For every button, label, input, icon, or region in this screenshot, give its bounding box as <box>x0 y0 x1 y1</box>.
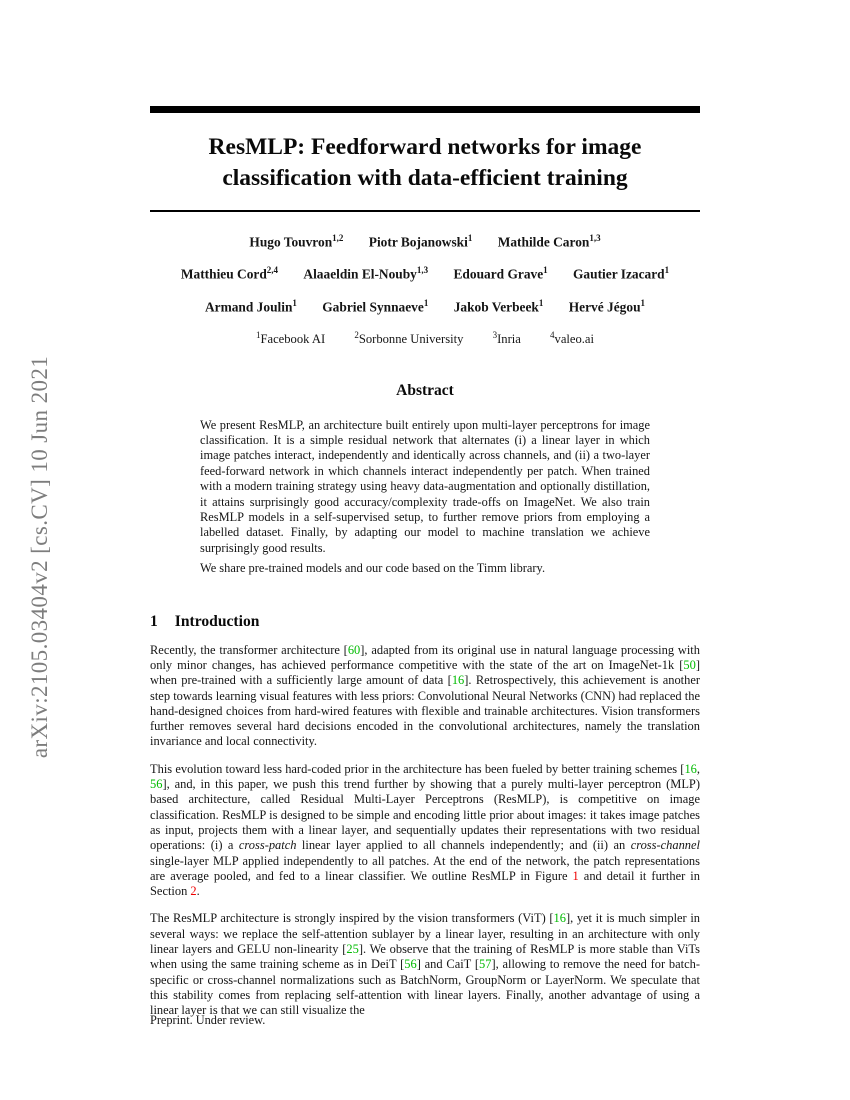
author-affil-sup: 1,3 <box>416 265 429 276</box>
author-name: Hugo Touvron$^{1,2}$ <box>249 233 344 250</box>
citation-link[interactable]: 56 <box>150 777 163 792</box>
author-affil-sup: 1,2 <box>332 233 344 243</box>
section-number: 1 <box>150 612 158 630</box>
citation-link[interactable]: 60 <box>347 642 361 657</box>
affiliation: $^3$Inria <box>492 330 521 347</box>
citation-link[interactable]: 56 <box>404 957 417 972</box>
author-row <box>150 289 700 321</box>
section-title: Introduction <box>174 612 260 630</box>
abstract-paragraph-1: We present ResMLP, an architecture built entirely upon multi-layer perceptrons for image classification. It is a simple residual network that alternates (i) a linear layer in which image patches interact, independently and identically across channels, and (ii) a two-layer feed-forward network in which channels interact independently per patch. When trained with a modern training strategy using heavy data-augmentation and optionally distillation, it attains surprisingly good accuracy/complexity trade-offs on ImageNet. We also train ResMLP models in a self-supervised setup, to further remove priors from employing a labelled dataset. Finally, by adapting our model to machine translation we achieve surprisingly good results. <box>200 417 650 555</box>
abstract-body <box>200 418 650 577</box>
arxiv-watermark: arXiv:2105.03404v2 [cs.CV] 10 Jun 2021 <box>27 355 52 759</box>
author-name: Mathilde Caron$^{1,3}$ <box>497 233 601 250</box>
abstract-heading: Abstract <box>396 381 454 399</box>
author-affil-sup: 1 <box>664 265 670 276</box>
author-name: Edouard Grave$^1$ <box>453 265 548 282</box>
title-top-rule <box>150 106 700 113</box>
affiliations <box>150 330 700 347</box>
author-name: Alaaeldin El-Nouby$^{1,3}$ <box>303 265 429 282</box>
author-affil-sup: 1 <box>423 297 429 308</box>
intro-paragraph-3: The ResMLP architecture is strongly inspired by the vision transformers (ViT) [16], yet it is much simpler in several ways: we replace the self-attention sublayer by a linear layer, resulting in an architecture with only linear layers and GELU non-linearity [25]. We observe that the training of ResMLP is more stable than ViTs when using the same training scheme as in DeiT [56] and CaiT [57], allowing to remove the need for batch-specific or cross-channel normalizations such as BatchNorm, GroupNorm or LayerNorm. We speculate that this stability comes from replacing self-attention with linear layers. Finally, another advantage of using a linear layer is that we can still visualize the <box>150 911 700 1018</box>
affiliation: $^4$valeo.ai <box>550 330 595 347</box>
citation-link[interactable]: 25 <box>346 942 359 956</box>
author-affil-sup: 1 <box>292 297 297 308</box>
affiliation: $^1$Facebook AI <box>255 330 326 347</box>
section-heading-introduction <box>150 613 700 631</box>
internal-ref-link[interactable]: 2 <box>190 884 197 899</box>
author-affil-sup: 1,3 <box>589 233 601 243</box>
paper-title <box>150 132 700 194</box>
citation-link[interactable]: 16 <box>553 911 566 926</box>
citation-link[interactable]: 57 <box>479 957 492 972</box>
abstract-paragraph-2: We share pre-trained models and our code based on the Timm library. <box>200 561 546 576</box>
title-bottom-rule <box>150 210 700 212</box>
author-row <box>150 256 700 288</box>
author-name: Hervé Jégou$^1$ <box>568 297 646 315</box>
author-affil-sup: 1 <box>467 233 473 243</box>
author-affil-sup: 2,4 <box>266 265 279 276</box>
affiliation: $^2$Sorbonne University <box>354 330 464 347</box>
author-affil-sup: 1 <box>543 265 548 276</box>
author-row <box>150 224 700 256</box>
footer-note: Preprint. Under review. <box>150 1013 266 1027</box>
author-name: Armand Joulin$^1$ <box>204 297 297 315</box>
intro-paragraph-2: This evolution toward less hard-coded prior in the architecture has been fueled by better training schemes [16, 56], and, in this paper, we push this trend further by showing that a purely multi-layer perceptron (MLP) based architecture, called Residual Multi-Layer Perceptrons (ResMLP), is competitive on image classification. ResMLP is designed to be simple and encoding little prior about images: it takes image patches as input, projects them with a linear layer, and sequentially updates their representations with two residual operations: (i) a cross-patch linear layer applied to all channels independently; and (ii) an cross-channel single-layer MLP applied independently to all patches. At the end of the network, the patch representations are average pooled, and fed to a linear classifier. We outline ResMLP in Figure 1 and detail it further in Section 2. <box>150 761 700 899</box>
authors-block <box>150 224 700 321</box>
citation-link[interactable]: 16 <box>451 673 465 688</box>
author-name: Gautier Izacard$^1$ <box>573 265 670 282</box>
intro-paragraph-1: Recently, the transformer architecture [60], adapted from its original use in natural language processing with only minor changes, has achieved performance competitive with the state of the art on ImageNet-1k [50] when pre-trained with a sufficiently large amount of data [16]. Retrospectively, this achievement is another step towards learning visual features with less priors: Convolutional Neural Networks (CNN) had replaced the hand-designed choices from hard-wired features with flexible and trainable architectures. Vision transformers further removes several hard decisions encoded in the convolutional architectures, namely the translation invariance and local connectivity. <box>150 642 701 749</box>
page-content <box>150 0 700 1018</box>
paper-title-line1: ResMLP: Feedforward networks for image <box>208 134 642 160</box>
paper-title-line2: classification with data-efficient training <box>222 165 628 191</box>
author-name: Piotr Bojanowski$^1$ <box>368 233 473 250</box>
citation-link[interactable]: 50 <box>683 657 696 672</box>
author-affil-sup: 1 <box>538 297 544 308</box>
author-name: Jakob Verbeek$^1$ <box>453 297 544 315</box>
internal-ref-link[interactable]: 1 <box>572 868 579 883</box>
author-name: Gabriel Synnaeve$^1$ <box>322 297 429 315</box>
citation-link[interactable]: 16 <box>684 761 697 776</box>
author-name: Matthieu Cord$^{2,4}$ <box>180 265 279 282</box>
author-affil-sup: 1 <box>640 297 646 308</box>
